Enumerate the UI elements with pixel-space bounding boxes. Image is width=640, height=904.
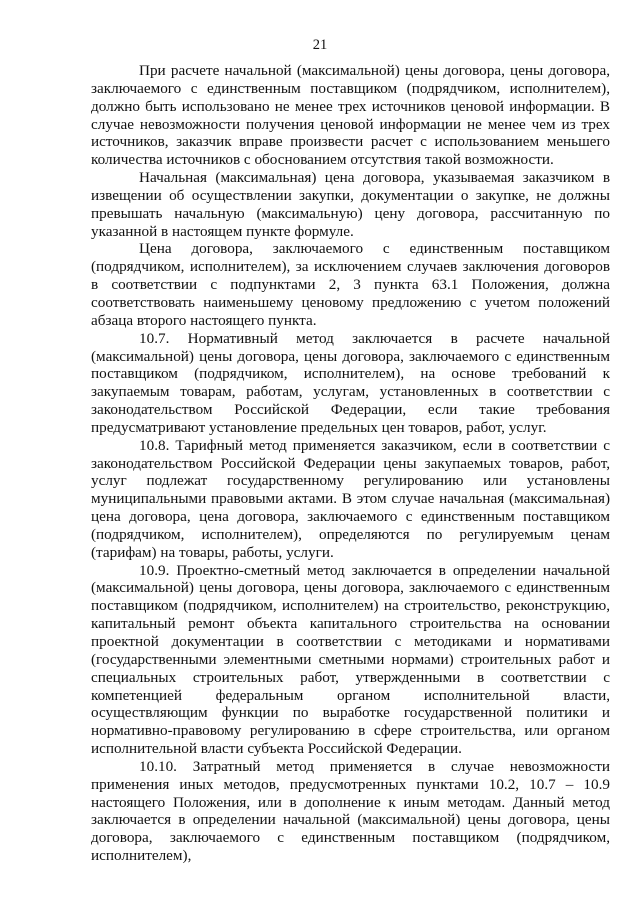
paragraph-10-9-design-estimate-method: 10.9. Проектно-сметный метод заключается в определении начальной (максимальной) цены договора, цены договора, заключаемого с единственным поставщиком (подрядчиком, исполнителем) на строительство, реконструкцию, капитальный ремонт объекта капитального строительства на основании проектной документации в соответствии с методиками и нормативами (государственными элементными сметными нормами) строительных работ и специальных строительных работ, утвержденными в соответствии с компетенцией федеральным органом исполнительной власти, осуществляющим функции по выработке государственной политики и нормативно-правовому регулированию в сфере строительства, или органом исполнительной власти субъекта Российской Федерации. [91, 561, 610, 758]
paragraph-single-supplier-price: Цена договора, заключаемого с единственным поставщиком (подрядчиком, исполнителем), за исключением случаев заключения договоров в соответствии с подпунктами 2, 3 пункта 63.1 Положения, должна соответствовать наименьшему ценовому предложению с учетом положений абзаца второго настоящего пункта. [91, 240, 610, 329]
paragraph-10-8-tariff-method: 10.8. Тарифный метод применяется заказчиком, если в соответствии с законодательством Российской Федерации цены закупаемых товаров, работ, услуг подлежат государственному регулированию или установлены муниципальными правовыми актами. В этом случае начальная (максимальная) цена договора, цена договора, заключаемого с единственным поставщиком (подрядчиком, исполнителем), определяются по регулируемым ценам (тарифам) на товары, работы, услуги. [91, 436, 610, 561]
paragraph-initial-price-limit: Начальная (максимальная) цена договора, указываемая заказчиком в извещении об осуществлении закупки, документации о закупке, не должны превышать начальную (максимальную) цену договора, рассчитанную по указанной в настоящем пункте формуле. [91, 169, 610, 240]
paragraph-price-sources: При расчете начальной (максимальной) цены договора, цены договора, заключаемого с единственным поставщиком (подрядчиком, исполнителем), должно быть использовано не менее трех источников ценовой информации. В случае невозможности получения ценовой информации не менее чем из трех источников, заказчик вправе произвести расчет с использованием меньшего количества источников с обоснованием отсутствия такой возможности. [91, 62, 610, 169]
paragraph-10-10-cost-method: 10.10. Затратный метод применяется в случае невозможности применения иных методов, предусмотренных пунктами 10.2, 10.7 – 10.9 настоящего Положения, или в дополнение к иным методам. Данный метод заключается в определении начальной (максимальной) цены договора, цены договора, заключаемого с единственным поставщиком (подрядчиком, исполнителем), [91, 757, 610, 865]
page-number: 21 [312, 37, 328, 53]
document-body [91, 62, 610, 865]
paragraph-10-7-normative-method: 10.7. Нормативный метод заключается в расчете начальной (максимальной) цены договора, цены договора, заключаемого с единственным поставщиком (подрядчиком, исполнителем), на основе требований к закупаемым товарам, работам, услугам, установленных в соответствии с законодательством Российской Федерации, если такие требования предусматривают установление предельных цен товаров, работ, услуг. [91, 329, 610, 436]
